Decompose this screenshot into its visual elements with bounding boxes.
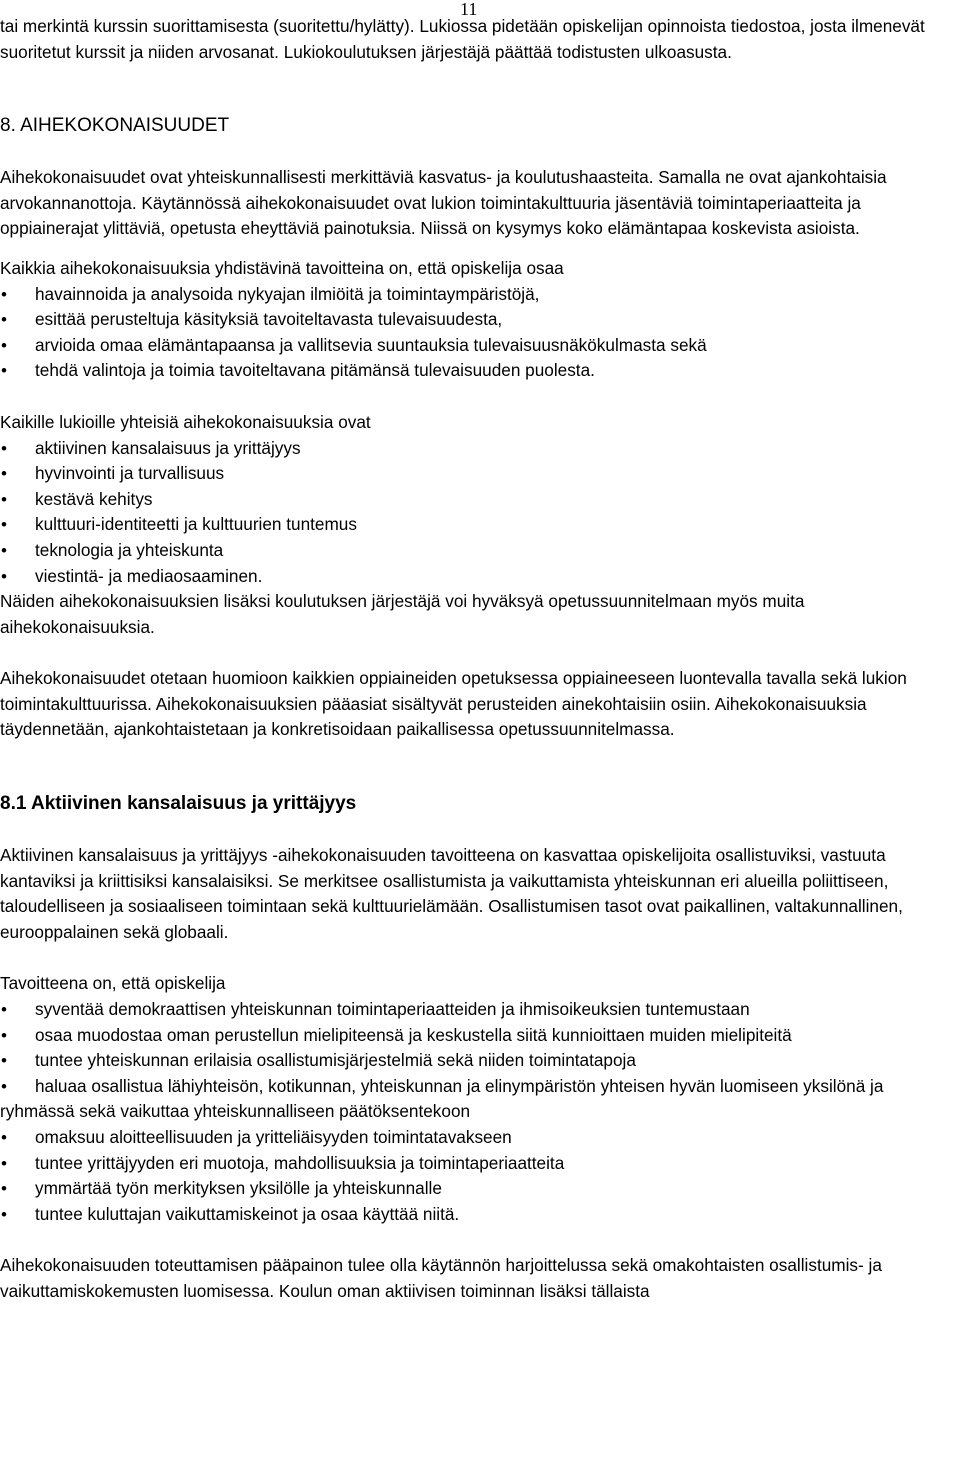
bullet-icon: • xyxy=(1,1000,7,1020)
list-item: • tuntee yhteiskunnan erilaisia osallistumisjärjestelmiä sekä niiden toimintatapoja xyxy=(0,1048,955,1074)
section-8-paragraph: Aihekokonaisuudet ovat yhteiskunnallisesti merkittäviä kasvatus- ja koulutushaasteita. Samalla ne ovat ajankohtaisia arvokannanottoja. Käytännössä aihekokonaisuudet ovat lukion toimintakulttuuria jäsentäviä toimintaperiaatteita ja oppiainerajat ylittäviä, opetusta eheyttäviä painotuksia. Niissä on kysymys koko elämäntapaa koskevista asioista. xyxy=(0,167,887,239)
bullet-icon: • xyxy=(1,335,7,355)
bullet-icon: • xyxy=(1,515,7,535)
list-item: • aktiivinen kansalaisuus ja yrittäjyys xyxy=(0,436,955,462)
list-item: • tuntee yrittäjyyden eri muotoja, mahdollisuuksia ja toimintaperiaatteita xyxy=(0,1151,955,1177)
bullet-icon: • xyxy=(1,540,7,560)
intro-paragraph: tai merkintä kurssin suorittamisesta (suoritettu/hylätty). Lukiossa pidetään opiskelijan opinnoista tiedostoa, josta ilmenevät suoritetut kurssit ja niiden arvosanat. Lukiokoulutuksen järjestäjä päättää todistusten ulkoasusta. xyxy=(0,16,925,62)
goals-list xyxy=(0,282,955,384)
bullet-icon: • xyxy=(1,566,7,586)
section-8-1-goals-list xyxy=(0,997,955,1227)
section-8-1-closing-paragraph: Aihekokonaisuuden toteuttamisen pääpainon tulee olla käytännön harjoittelussa sekä omakohtaisten osallistumis- ja vaikuttamiskokemusten luomisessa. Koulun oman aktiivisen toiminnan lisäksi tällaista xyxy=(0,1255,882,1301)
list-item: • kulttuuri-identiteetti ja kulttuurien tuntemus xyxy=(0,512,955,538)
list-item: • hyvinvointi ja turvallisuus xyxy=(0,461,955,487)
document-body xyxy=(0,14,955,1305)
list-item: • syventää demokraattisen yhteiskunnan toimintaperiaatteiden ja ihmisoikeuksien tuntemustaan xyxy=(0,997,955,1023)
section-8-1-goals-intro: Tavoitteena on, että opiskelija xyxy=(0,973,226,994)
bullet-icon: • xyxy=(1,1179,7,1199)
page-number: 11 xyxy=(460,0,478,19)
bullet-icon: • xyxy=(1,1153,7,1173)
bullet-icon: • xyxy=(1,361,7,381)
bullet-icon: • xyxy=(1,284,7,304)
bullet-icon: • xyxy=(1,1025,7,1045)
themes-intro: Kaikille lukioille yhteisiä aihekokonaisuuksia ovat xyxy=(0,411,371,432)
bullet-icon: • xyxy=(1,1204,7,1224)
list-item: • havainnoida ja analysoida nykyajan ilmiöitä ja toimintaympäristöjä, xyxy=(0,282,955,308)
list-item: • ymmärtää työn merkityksen yksilölle ja yhteiskunnalle xyxy=(0,1176,955,1202)
list-item: • osaa muodostaa oman perustellun mielipiteensä ja keskustella siitä kunnioittaen muiden mielipiteitä xyxy=(0,1023,955,1049)
list-item: • haluaa osallistua lähiyhteisön, kotikunnan, yhteiskunnan ja elinympäristön yhteisen hyvän luomiseen yksilönä ja ryhmässä sekä vaikuttaa yhteiskunnalliseen päätöksentekoon xyxy=(0,1075,884,1122)
goals-intro: Kaikkia aihekokonaisuuksia yhdistävinä tavoitteina on, että opiskelija osaa xyxy=(0,257,564,278)
themes-list xyxy=(0,436,955,590)
list-item: • viestintä- ja mediaosaaminen. xyxy=(0,564,955,590)
bullet-icon: • xyxy=(1,1051,7,1071)
section-8-closing-paragraph: Aihekokonaisuudet otetaan huomioon kaikkien oppiaineiden opetuksessa oppiaineeseen luontevalla tavalla sekä lukion toimintakulttuurissa. Aihekokonaisuuksien pääasiat sisältyvät perusteiden ainekohtaisiin osiin. Aihekokonaisuuksia täydennetään, ajankohtaistetaan ja konkretisoidaan paikallisessa opetussuunnitelmassa. xyxy=(0,668,907,740)
bullet-icon: • xyxy=(1,464,7,484)
themes-after-paragraph: Näiden aihekokonaisuuksien lisäksi koulutuksen järjestäjä voi hyväksyä opetussuunnitelmaan myös muita aihekokonaisuuksia. xyxy=(0,591,805,637)
section-8-1-heading: 8.1 Aktiivinen kansalaisuus ja yrittäjyys xyxy=(0,793,357,815)
list-item: • arvioida omaa elämäntapaansa ja vallitsevia suuntauksia tulevaisuusnäkökulmasta sekä xyxy=(0,333,955,359)
bullet-icon: • xyxy=(1,489,7,509)
list-item: • omaksuu aloitteellisuuden ja yritteliäisyyden toimintatavakseen xyxy=(0,1125,955,1151)
bullet-icon: • xyxy=(1,1076,7,1096)
section-8-heading: 8. AIHEKOKONAISUUDET xyxy=(0,115,230,137)
list-item: • teknologia ja yhteiskunta xyxy=(0,538,955,564)
section-8-1-paragraph: Aktiivinen kansalaisuus ja yrittäjyys -aihekokonaisuuden tavoitteena on kasvattaa opiskelijoita osallistuviksi, vastuuta kantaviksi ja kriittisiksi kansalaisiksi. Se merkitsee osallistumista ja vaikuttamista yhteiskunnan eri alueilla poliittiseen, taloudelliseen ja sosiaaliseen toimintaan sekä kulttuurielämään. Osallistumisen tasot ovat paikallinen, valtakunnallinen, eurooppalainen sekä globaali. xyxy=(0,845,903,942)
bullet-icon: • xyxy=(1,310,7,330)
list-item: • esittää perusteltuja käsityksiä tavoiteltavasta tulevaisuudesta, xyxy=(0,307,955,333)
list-item: • tehdä valintoja ja toimia tavoiteltavana pitämänsä tulevaisuuden puolesta. xyxy=(0,358,955,384)
list-item: • kestävä kehitys xyxy=(0,487,955,513)
bullet-icon: • xyxy=(1,1128,7,1147)
bullet-icon: • xyxy=(1,438,7,458)
list-item: • tuntee kuluttajan vaikuttamiskeinot ja osaa käyttää niitä. xyxy=(0,1202,955,1228)
